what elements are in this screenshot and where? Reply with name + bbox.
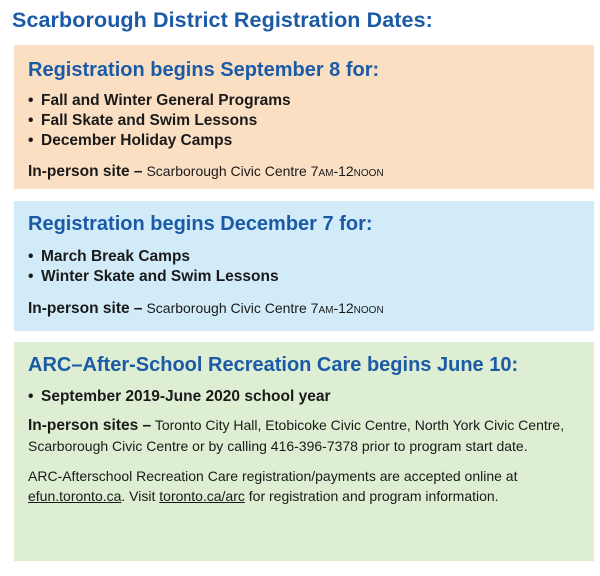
arc-heading: ARC–After-School Recreation Care begins June 10: [28, 354, 519, 376]
list-item: • Fall Skate and Swim Lessons [28, 112, 258, 129]
list-item: • December Holiday Camps [28, 132, 233, 149]
page-title: Scarborough District Registration Dates: [12, 8, 433, 32]
site-label: In-person site – [28, 163, 143, 180]
december-program-list [28, 247, 580, 287]
list-item: • March Break Camps [28, 248, 191, 265]
bullet-icon: • [28, 268, 34, 285]
site-label: In-person site – [28, 300, 143, 317]
december-heading: Registration begins December 7 for: [28, 213, 373, 235]
list-item: • September 2019-June 2020 school year [28, 388, 331, 405]
arc-online-note: ARC-Afterschool Recreation Care registration/payments are accepted online at efun.toronto.ca. Visit toronto.ca/arc for registration and program information. [28, 468, 518, 504]
site-hours: 7AM-12NOON [310, 300, 384, 316]
site-list: Toronto City Hall, Etobicoke Civic Centre, North York Civic Centre, Scarborough Civic Centre or by calling 416-396-7378 prior to program start date. [28, 417, 565, 454]
site-name: Scarborough Civic Centre [146, 163, 307, 179]
arc-info-link[interactable]: toronto.ca/arc [159, 488, 245, 504]
bullet-icon: • [28, 132, 34, 149]
bullet-icon: • [28, 248, 34, 265]
arc-registration-panel [14, 342, 594, 561]
site-label: In-person sites – [28, 417, 152, 434]
site-name: Scarborough Civic Centre [146, 300, 307, 316]
bullet-icon: • [28, 388, 34, 405]
december-registration-panel [14, 201, 594, 331]
september-program-list [28, 91, 580, 151]
list-item: • Winter Skate and Swim Lessons [28, 268, 279, 285]
site-hours: 7AM-12NOON [310, 163, 384, 179]
list-item: • Fall and Winter General Programs [28, 92, 291, 109]
september-site-info [28, 163, 580, 181]
december-site-info [28, 300, 580, 318]
efun-link[interactable]: efun.toronto.ca [28, 488, 122, 504]
arc-site-info [28, 415, 583, 456]
september-registration-panel [14, 45, 594, 189]
september-heading: Registration begins September 8 for: [28, 59, 380, 81]
arc-program-list [28, 387, 580, 407]
bullet-icon: • [28, 112, 34, 129]
bullet-icon: • [28, 92, 34, 109]
